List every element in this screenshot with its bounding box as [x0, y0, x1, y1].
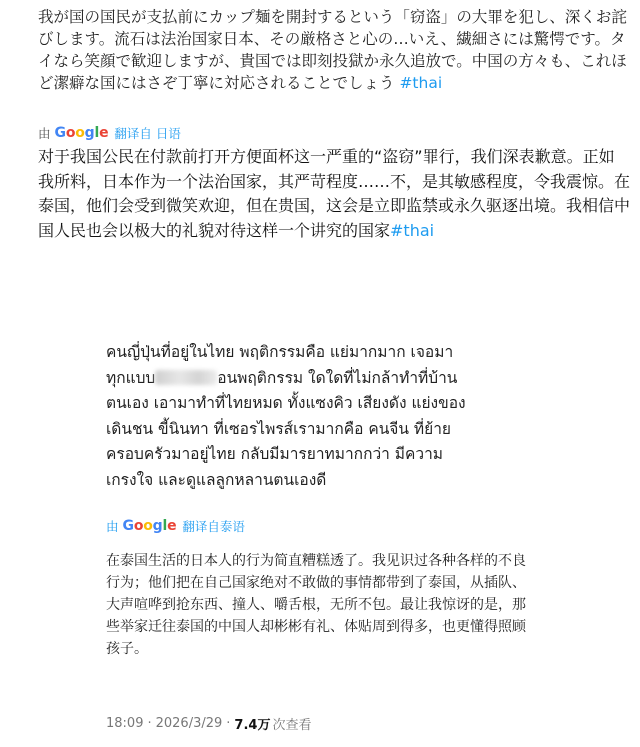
translation-by-label: 由	[38, 126, 51, 141]
tweet-date[interactable]: 2026/3/29	[155, 716, 223, 731]
views-label: 次查看	[272, 718, 312, 733]
thai-line-end: อนพฤติกรรม ใดใดที่ไม่กล้าทำที่บ้าน	[217, 368, 458, 387]
image-translated-from-link[interactable]: 翻译自泰语	[182, 519, 245, 534]
translated-from-link[interactable]: 翻译自 日语	[114, 126, 181, 141]
view-count: 7.4万	[234, 718, 271, 733]
thai-line: ครอบครัวมาอยู่ไทย กลับมีมารยาทมากกว่า มีความ	[106, 445, 443, 463]
thai-line: คนญี่ปุ่นที่อยู่ในไทย พฤติกรรมคือ แย่มากมาก เจอมา	[106, 343, 454, 361]
thai-line-start: ทุกแบบ	[106, 368, 156, 387]
translation-attribution	[38, 124, 181, 142]
thai-line: เดินชน ขี้นินทา ที่เซอรไพรส์เรามากคือ คนจีน ที่ย้าย	[106, 419, 451, 438]
original-text-body: 我が国の国民が支払前にカップ麺を開封するという「窃盗」の大罪を犯し、深くお詫びします。流石は法治国家日本、その厳格さと心の…いえ、繊細さには驚愕です。タイなら笑顔で歓迎しますが、貴国では即刻投獄か永久追放で。中国の方々も、これほど潔癖な国にはさぞ丁寧に対応されることでしょう	[38, 8, 627, 92]
thai-line	[106, 366, 536, 392]
image-translation-by-label: 由	[106, 519, 119, 534]
blurred-redaction	[155, 370, 217, 385]
google-logo: Google	[54, 125, 109, 141]
google-logo-2: Google	[122, 518, 177, 534]
meta-separator-2: ·	[226, 716, 231, 731]
meta-separator: ·	[147, 716, 152, 731]
original-tweet-text	[38, 6, 628, 94]
translated-tweet-text	[38, 145, 630, 243]
tweet-meta	[106, 714, 311, 733]
original-hashtag-link[interactable]: #thai	[399, 74, 443, 92]
tweet-time[interactable]: 18:09	[106, 716, 144, 731]
image-translation-attribution	[106, 517, 245, 535]
translated-hashtag-link[interactable]: #thai	[390, 220, 435, 240]
image-translated-text: 在泰国生活的日本人的行为简直糟糕透了。我见识过各种各样的不良行为；他们把在自己国家绝对不敢做的事情都带到了泰国，从插队、大声喧哗到抢东西、撞人、嚼舌根，无所不包。最让我惊讶的是，那些举家迁往泰国的中国人却彬彬有礼、体贴周到得多，也更懂得照顾孩子。	[106, 553, 526, 657]
thai-line: ตนเอง เอามาทำที่ไทยหมด ทั้งแซงคิว เสียงดัง แย่งของ	[106, 394, 466, 412]
thai-line: เกรงใจ และดูแลลูกหลานตนเองดี	[106, 470, 327, 489]
thai-screenshot-text	[106, 340, 536, 493]
translated-text-body: 对于我国公民在付款前打开方便面杯这一严重的“盗窃”罪行，我们深表歉意。正如我所料，日本作为一个法治国家，其严苛程度……不，是其敏感程度，令我震惊。在泰国，他们会受到微笑欢迎，但在贵国，这会是立即监禁或永久驱逐出境。我相信中国人民也会以极大的礼貌对待这样一个讲究的国家	[38, 147, 631, 240]
